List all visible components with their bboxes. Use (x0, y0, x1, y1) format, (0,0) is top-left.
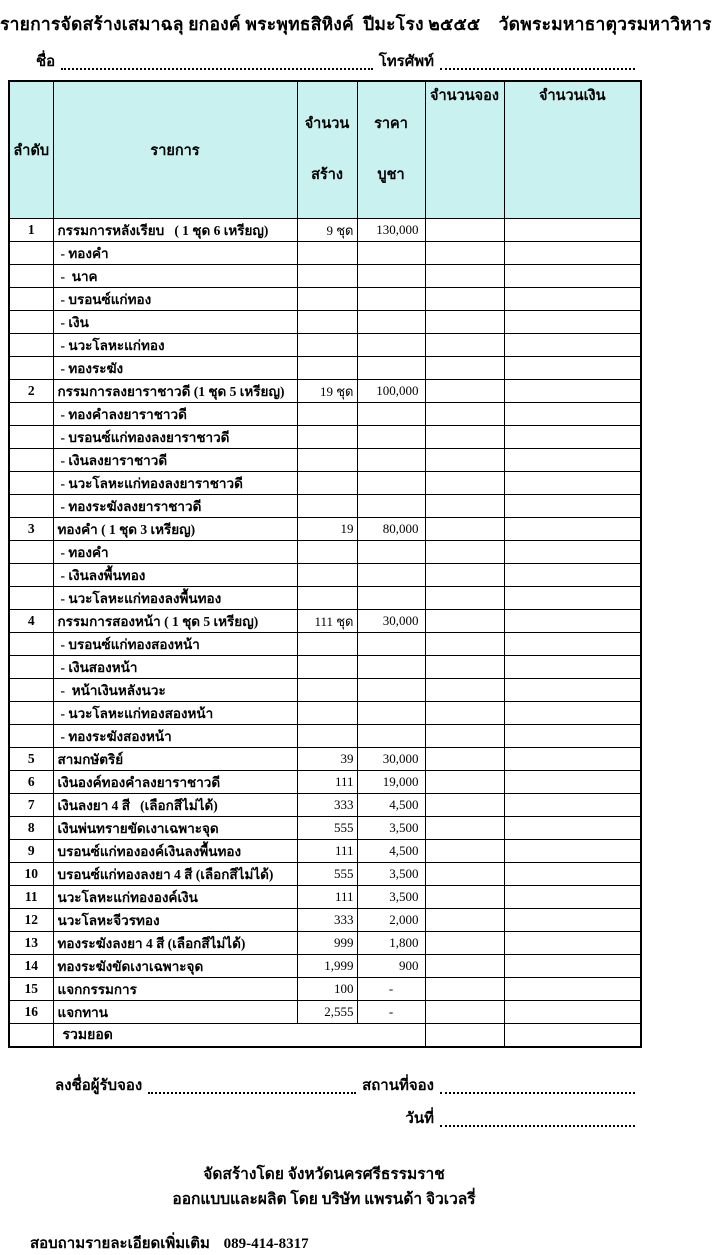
table-row (9, 932, 641, 955)
price-cell: 100,000 (357, 380, 425, 403)
table-row (9, 219, 641, 242)
price-cell (357, 288, 425, 311)
table-row (9, 449, 641, 472)
quantity-cell (297, 449, 357, 472)
table-row (9, 495, 641, 518)
amount-cell (504, 633, 641, 656)
date-fill-line (440, 1112, 635, 1127)
row-number-cell: 10 (9, 863, 53, 886)
reserved-quantity-cell (425, 242, 504, 265)
name-phone-row (36, 49, 635, 73)
col-header-qty-line2: สร้าง (311, 167, 343, 183)
item-name-cell: - ทองระฆัง (53, 357, 297, 380)
amount-cell (504, 702, 641, 725)
signature-section (55, 1073, 635, 1130)
amount-cell (504, 472, 641, 495)
col-header-price-line1: ราคา (374, 116, 408, 132)
name-label: ชื่อ (36, 54, 56, 70)
table-row (9, 978, 641, 1001)
quantity-cell: 39 (297, 748, 357, 771)
price-cell (357, 472, 425, 495)
total-number-cell (9, 1024, 53, 1048)
item-name-cell: กรรมการลงยาราชาวดี (1 ชุด 5 เหรียญ) (53, 380, 297, 403)
quantity-cell: 111 (297, 886, 357, 909)
table-row (9, 955, 641, 978)
table-row (9, 748, 641, 771)
table-row (9, 863, 641, 886)
amount-cell (504, 725, 641, 748)
price-cell: 30,000 (357, 748, 425, 771)
table-row (9, 380, 641, 403)
row-number-cell (9, 265, 53, 288)
amount-cell (504, 564, 641, 587)
col-header-item: รายการ (53, 81, 297, 219)
amount-cell (504, 380, 641, 403)
amount-cell (504, 449, 641, 472)
amount-cell (504, 955, 641, 978)
col-header-qty (297, 81, 357, 219)
amount-cell (504, 495, 641, 518)
reserved-quantity-cell (425, 748, 504, 771)
table-row (9, 265, 641, 288)
reserved-quantity-cell (425, 863, 504, 886)
phone-fill-line (440, 55, 635, 70)
quantity-cell (297, 242, 357, 265)
amount-cell (504, 357, 641, 380)
amount-cell (504, 794, 641, 817)
amount-cell (504, 587, 641, 610)
table-row (9, 633, 641, 656)
table-row (9, 840, 641, 863)
reserved-quantity-cell (425, 886, 504, 909)
table-row (9, 702, 641, 725)
table-body (9, 219, 641, 1048)
row-number-cell: 1 (9, 219, 53, 242)
item-name-cell: - เงินลงยาราชาวดี (53, 449, 297, 472)
item-name-cell: บรอนซ์แก่ทองลงยา 4 สี (เลือกสีไม่ได้) (53, 863, 297, 886)
row-number-cell (9, 541, 53, 564)
reserved-quantity-cell (425, 219, 504, 242)
price-cell: - (357, 978, 425, 1001)
amount-cell (504, 679, 641, 702)
quantity-cell (297, 679, 357, 702)
reserved-quantity-cell (425, 702, 504, 725)
quantity-cell (297, 288, 357, 311)
row-number-cell (9, 679, 53, 702)
item-name-cell: - ทองคำ (53, 541, 297, 564)
table-row (9, 403, 641, 426)
row-number-cell: 12 (9, 909, 53, 932)
quantity-cell (297, 725, 357, 748)
item-name-cell: เงินองค์ทองคำลงยาราชาวดี (53, 771, 297, 794)
quantity-cell (297, 334, 357, 357)
reserved-quantity-cell (425, 725, 504, 748)
item-name-cell: สามกษัตริย์ (53, 748, 297, 771)
reserved-quantity-cell (425, 472, 504, 495)
quantity-cell: 9 ชุด (297, 219, 357, 242)
amount-cell (504, 242, 641, 265)
table-row (9, 541, 641, 564)
price-cell: 3,500 (357, 886, 425, 909)
item-name-cell: นวะโลหะแก่ทององค์เงิน (53, 886, 297, 909)
item-name-cell: - ทองระฆังลงยาราชาวดี (53, 495, 297, 518)
price-cell (357, 541, 425, 564)
reserved-quantity-cell (425, 380, 504, 403)
amount-cell (504, 334, 641, 357)
quantity-cell (297, 357, 357, 380)
row-number-cell: 6 (9, 771, 53, 794)
reserved-quantity-cell (425, 633, 504, 656)
row-number-cell: 9 (9, 840, 53, 863)
item-name-cell: - บรอนซ์แก่ทอง (53, 288, 297, 311)
table-row (9, 288, 641, 311)
amount-cell (504, 265, 641, 288)
item-name-cell: ทองระฆังลงยา 4 สี (เลือกสีไม่ได้) (53, 932, 297, 955)
reserved-quantity-cell (425, 265, 504, 288)
phone-label: โทรศัพท์ (378, 54, 434, 70)
price-cell (357, 357, 425, 380)
price-cell: 900 (357, 955, 425, 978)
row-number-cell (9, 449, 53, 472)
table-row (9, 242, 641, 265)
reserved-quantity-cell (425, 932, 504, 955)
reserved-quantity-cell (425, 955, 504, 978)
amount-cell (504, 219, 641, 242)
table-row (9, 357, 641, 380)
price-cell: 80,000 (357, 518, 425, 541)
reserved-quantity-cell (425, 610, 504, 633)
quantity-cell: 2,555 (297, 1001, 357, 1024)
price-cell: 3,500 (357, 817, 425, 840)
quantity-cell: 555 (297, 863, 357, 886)
quantity-cell: 1,999 (297, 955, 357, 978)
contact-line (30, 1231, 648, 1255)
price-cell (357, 449, 425, 472)
price-cell (357, 426, 425, 449)
quantity-cell (297, 656, 357, 679)
price-cell (357, 633, 425, 656)
price-cell: 1,800 (357, 932, 425, 955)
amount-cell (504, 840, 641, 863)
place-label: สถานที่จอง (362, 1078, 434, 1094)
quantity-cell (297, 495, 357, 518)
row-number-cell: 2 (9, 380, 53, 403)
amount-cell (504, 909, 641, 932)
amount-cell (504, 518, 641, 541)
quantity-cell (297, 265, 357, 288)
row-number-cell: 5 (9, 748, 53, 771)
row-number-cell (9, 288, 53, 311)
price-cell (357, 564, 425, 587)
table-row (9, 564, 641, 587)
item-name-cell: เงินลงยา 4 สี (เลือกสีไม่ได้) (53, 794, 297, 817)
price-cell (357, 242, 425, 265)
price-cell (357, 587, 425, 610)
order-table (8, 80, 642, 1048)
produced-by-line: ออกแบบและผลิต โดย บริษัท แพรนด้า จิวเวลรี่ (172, 1191, 476, 1208)
table-row (9, 472, 641, 495)
price-cell (357, 679, 425, 702)
reserved-quantity-cell (425, 495, 504, 518)
contact-label: สอบถามรายละเอียดเพิ่มเติม (30, 1236, 210, 1252)
table-header-row (9, 81, 641, 219)
item-name-cell: - นาค (53, 265, 297, 288)
row-number-cell: 4 (9, 610, 53, 633)
amount-cell (504, 817, 641, 840)
item-name-cell: เงินพ่นทรายขัดเงาเฉพาะจุด (53, 817, 297, 840)
table-row (9, 817, 641, 840)
price-cell: 4,500 (357, 794, 425, 817)
table-row (9, 610, 641, 633)
quantity-cell: 100 (297, 978, 357, 1001)
made-by-line: จัดสร้างโดย จังหวัดนครศรีธรรมราช (203, 1166, 445, 1183)
quantity-cell: 111 (297, 771, 357, 794)
price-cell: 19,000 (357, 771, 425, 794)
price-cell: 4,500 (357, 840, 425, 863)
reserved-quantity-cell (425, 518, 504, 541)
item-name-cell: - เงิน (53, 311, 297, 334)
row-number-cell (9, 426, 53, 449)
row-number-cell: 15 (9, 978, 53, 1001)
item-name-cell: กรรมการหลังเรียบ ( 1 ชุด 6 เหรียญ) (53, 219, 297, 242)
item-name-cell: กรรมการสองหน้า ( 1 ชุด 5 เหรียญ) (53, 610, 297, 633)
reserved-quantity-cell (425, 840, 504, 863)
table-row (9, 334, 641, 357)
quantity-cell: 555 (297, 817, 357, 840)
item-name-cell: - ทองระฆังสองหน้า (53, 725, 297, 748)
item-name-cell: - หน้าเงินหลังนวะ (53, 679, 297, 702)
amount-cell (504, 748, 641, 771)
row-number-cell (9, 702, 53, 725)
table-row (9, 679, 641, 702)
reserved-quantity-cell (425, 656, 504, 679)
row-number-cell: 14 (9, 955, 53, 978)
sign-label: ลงชื่อผู้รับจอง (55, 1078, 143, 1094)
total-label-cell: รวมยอด (53, 1024, 425, 1048)
table-row (9, 794, 641, 817)
row-number-cell: 7 (9, 794, 53, 817)
col-header-reserved: จำนวนจอง (425, 81, 504, 219)
amount-cell (504, 863, 641, 886)
row-number-cell (9, 656, 53, 679)
col-header-qty-line1: จำนวน (304, 116, 350, 132)
table-row (9, 656, 641, 679)
table-row (9, 311, 641, 334)
amount-cell (504, 288, 641, 311)
quantity-cell: 999 (297, 932, 357, 955)
amount-cell (504, 610, 641, 633)
quantity-cell (297, 564, 357, 587)
quantity-cell: 333 (297, 909, 357, 932)
date-label: วันที่ (405, 1111, 434, 1127)
price-cell (357, 334, 425, 357)
row-number-cell (9, 495, 53, 518)
table-row (9, 1001, 641, 1024)
total-reserved-cell (425, 1024, 504, 1048)
row-number-cell (9, 587, 53, 610)
amount-cell (504, 426, 641, 449)
price-cell (357, 725, 425, 748)
total-row (9, 1024, 641, 1048)
name-fill-line (61, 55, 372, 70)
quantity-cell: 19 (297, 518, 357, 541)
quantity-cell (297, 587, 357, 610)
reserved-quantity-cell (425, 679, 504, 702)
reserved-quantity-cell (425, 771, 504, 794)
row-number-cell (9, 564, 53, 587)
table-row (9, 426, 641, 449)
amount-cell (504, 403, 641, 426)
item-name-cell: - นวะโลหะแก่ทองลงยาราชาวดี (53, 472, 297, 495)
reserved-quantity-cell (425, 288, 504, 311)
amount-cell (504, 656, 641, 679)
item-name-cell: - นวะโลหะแก่ทองสองหน้า (53, 702, 297, 725)
item-name-cell: แจกทาน (53, 1001, 297, 1024)
price-cell: 130,000 (357, 219, 425, 242)
price-cell (357, 265, 425, 288)
amount-cell (504, 932, 641, 955)
row-number-cell: 16 (9, 1001, 53, 1024)
table-row (9, 725, 641, 748)
amount-cell (504, 311, 641, 334)
amount-cell (504, 541, 641, 564)
row-number-cell (9, 472, 53, 495)
reserved-quantity-cell (425, 426, 504, 449)
quantity-cell (297, 311, 357, 334)
col-header-price-line2: บูชา (377, 167, 405, 183)
signature-row (55, 1073, 635, 1097)
quantity-cell: 19 ชุด (297, 380, 357, 403)
quantity-cell: 333 (297, 794, 357, 817)
reserved-quantity-cell (425, 978, 504, 1001)
amount-cell (504, 978, 641, 1001)
item-name-cell: - เงินสองหน้า (53, 656, 297, 679)
price-cell: 2,000 (357, 909, 425, 932)
reserved-quantity-cell (425, 909, 504, 932)
item-name-cell: - ทองคำลงยาราชาวดี (53, 403, 297, 426)
price-cell: 3,500 (357, 863, 425, 886)
table-row (9, 518, 641, 541)
reserved-quantity-cell (425, 541, 504, 564)
quantity-cell: 111 (297, 840, 357, 863)
reserved-quantity-cell (425, 403, 504, 426)
reserved-quantity-cell (425, 311, 504, 334)
reserved-quantity-cell (425, 794, 504, 817)
item-name-cell: - บรอนซ์แก่ทองลงยาราชาวดี (53, 426, 297, 449)
price-cell (357, 403, 425, 426)
item-name-cell: บรอนซ์แก่ทององค์เงินลงพื้นทอง (53, 840, 297, 863)
item-name-cell: - ทองคำ (53, 242, 297, 265)
price-cell (357, 702, 425, 725)
row-number-cell: 13 (9, 932, 53, 955)
amount-cell (504, 771, 641, 794)
reserved-quantity-cell (425, 587, 504, 610)
row-number-cell (9, 633, 53, 656)
col-header-no: ลำดับ (9, 81, 53, 219)
col-header-price (357, 81, 425, 219)
row-number-cell: 8 (9, 817, 53, 840)
quantity-cell (297, 541, 357, 564)
reserved-quantity-cell (425, 449, 504, 472)
price-cell: - (357, 1001, 425, 1024)
item-name-cell: ทองระฆังขัดเงาเฉพาะจุด (53, 955, 297, 978)
table-row (9, 771, 641, 794)
table-row (9, 587, 641, 610)
quantity-cell (297, 403, 357, 426)
amount-cell (504, 1001, 641, 1024)
reserved-quantity-cell (425, 564, 504, 587)
quantity-cell (297, 472, 357, 495)
signature-fill-line (148, 1079, 356, 1094)
reserved-quantity-cell (425, 334, 504, 357)
item-name-cell: - เงินลงพื้นทอง (53, 564, 297, 587)
row-number-cell (9, 242, 53, 265)
quantity-cell (297, 633, 357, 656)
amount-cell (504, 886, 641, 909)
total-amount-cell (504, 1024, 641, 1048)
row-number-cell: 11 (9, 886, 53, 909)
quantity-cell (297, 702, 357, 725)
date-row (55, 1106, 635, 1130)
col-header-amount: จำนวนเงิน (504, 81, 641, 219)
row-number-cell (9, 403, 53, 426)
page-title: รายการจัดสร้างเสมาฉลุ ยกองค์ พระพุทธสิหิงค์ ปีมะโรง ๒๕๕๕ วัดพระมหาธาตุวรมหาวิหาร (0, 14, 712, 34)
item-name-cell: ทองคำ ( 1 ชุด 3 เหรียญ) (53, 518, 297, 541)
item-name-cell: นวะโลหะจีวรทอง (53, 909, 297, 932)
row-number-cell (9, 311, 53, 334)
table-row (9, 909, 641, 932)
price-cell (357, 656, 425, 679)
item-name-cell: - นวะโลหะแก่ทองลงพื้นทอง (53, 587, 297, 610)
row-number-cell (9, 725, 53, 748)
row-number-cell: 3 (9, 518, 53, 541)
contact-phone: 089-414-8317 (223, 1236, 309, 1252)
reserved-quantity-cell (425, 357, 504, 380)
row-number-cell (9, 357, 53, 380)
reserved-quantity-cell (425, 1001, 504, 1024)
quantity-cell: 111 ชุด (297, 610, 357, 633)
place-fill-line (440, 1079, 635, 1094)
item-name-cell: - นวะโลหะแก่ทอง (53, 334, 297, 357)
price-cell (357, 495, 425, 518)
table-row (9, 886, 641, 909)
quantity-cell (297, 426, 357, 449)
price-cell (357, 311, 425, 334)
price-cell: 30,000 (357, 610, 425, 633)
item-name-cell: - บรอนซ์แก่ทองสองหน้า (53, 633, 297, 656)
row-number-cell (9, 334, 53, 357)
reserved-quantity-cell (425, 817, 504, 840)
item-name-cell: แจกกรรมการ (53, 978, 297, 1001)
